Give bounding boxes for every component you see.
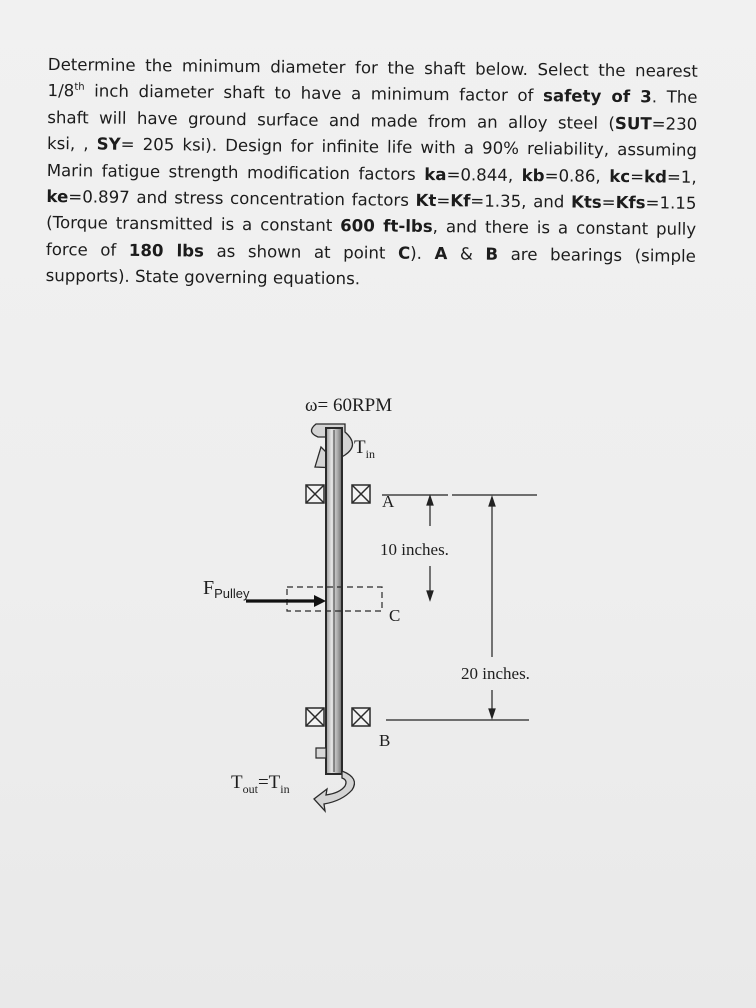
input-torque-label: $T_{in}$ <box>354 437 375 461</box>
problem-line-6: ke=0.897 and stress concentration factors Kt=Kf=1.35, and Kts=Kfs=1.15 <box>46 187 697 213</box>
problem-line-1: Determine the minimum diameter for the shaft below. Select the nearest <box>47 54 698 81</box>
problem-line-7: (Torque transmitted is a constant 600 ft-lbs, and there is a constant pully <box>46 213 697 240</box>
point-a-label: A <box>382 492 395 511</box>
problem-line-4: ksi, , SY= 205 ksi). Design for infinite life with a 90% reliability, assuming <box>46 134 698 161</box>
problem-line-3: shaft will have ground surface and made from an alloy steel (SUT=230 <box>47 107 698 134</box>
dimension-20-label: 20 inches. <box>461 664 530 683</box>
output-key <box>316 748 326 758</box>
problem-line-8: force of 180 lbs as shown at point C). A & B are bearings (simple <box>45 239 696 266</box>
dimension-10-label: 10 inches. <box>380 540 449 559</box>
problem-line-5: Marin fatigue strength modification factors ka=0.844, kb=0.86, kc=kd=1, <box>46 160 697 187</box>
pulley-force-arrow <box>246 595 326 607</box>
problem-line-9: supports). State governing equations. <box>45 266 361 289</box>
output-torque-label: $T_{out}=T_{in}$ <box>231 772 290 796</box>
problem-line-2: 1/8th inch diameter shaft to have a minimum factor of safety of 3. The <box>47 81 698 108</box>
point-c-label: C <box>389 606 401 625</box>
pulley-force-label: $F_{Pulley}$ <box>203 577 250 601</box>
point-b-label: B <box>379 731 391 750</box>
output-torque-arrow <box>314 771 354 811</box>
dimension-20-inches <box>386 495 537 720</box>
angular-speed-label: ω= 60RPM <box>305 395 393 416</box>
